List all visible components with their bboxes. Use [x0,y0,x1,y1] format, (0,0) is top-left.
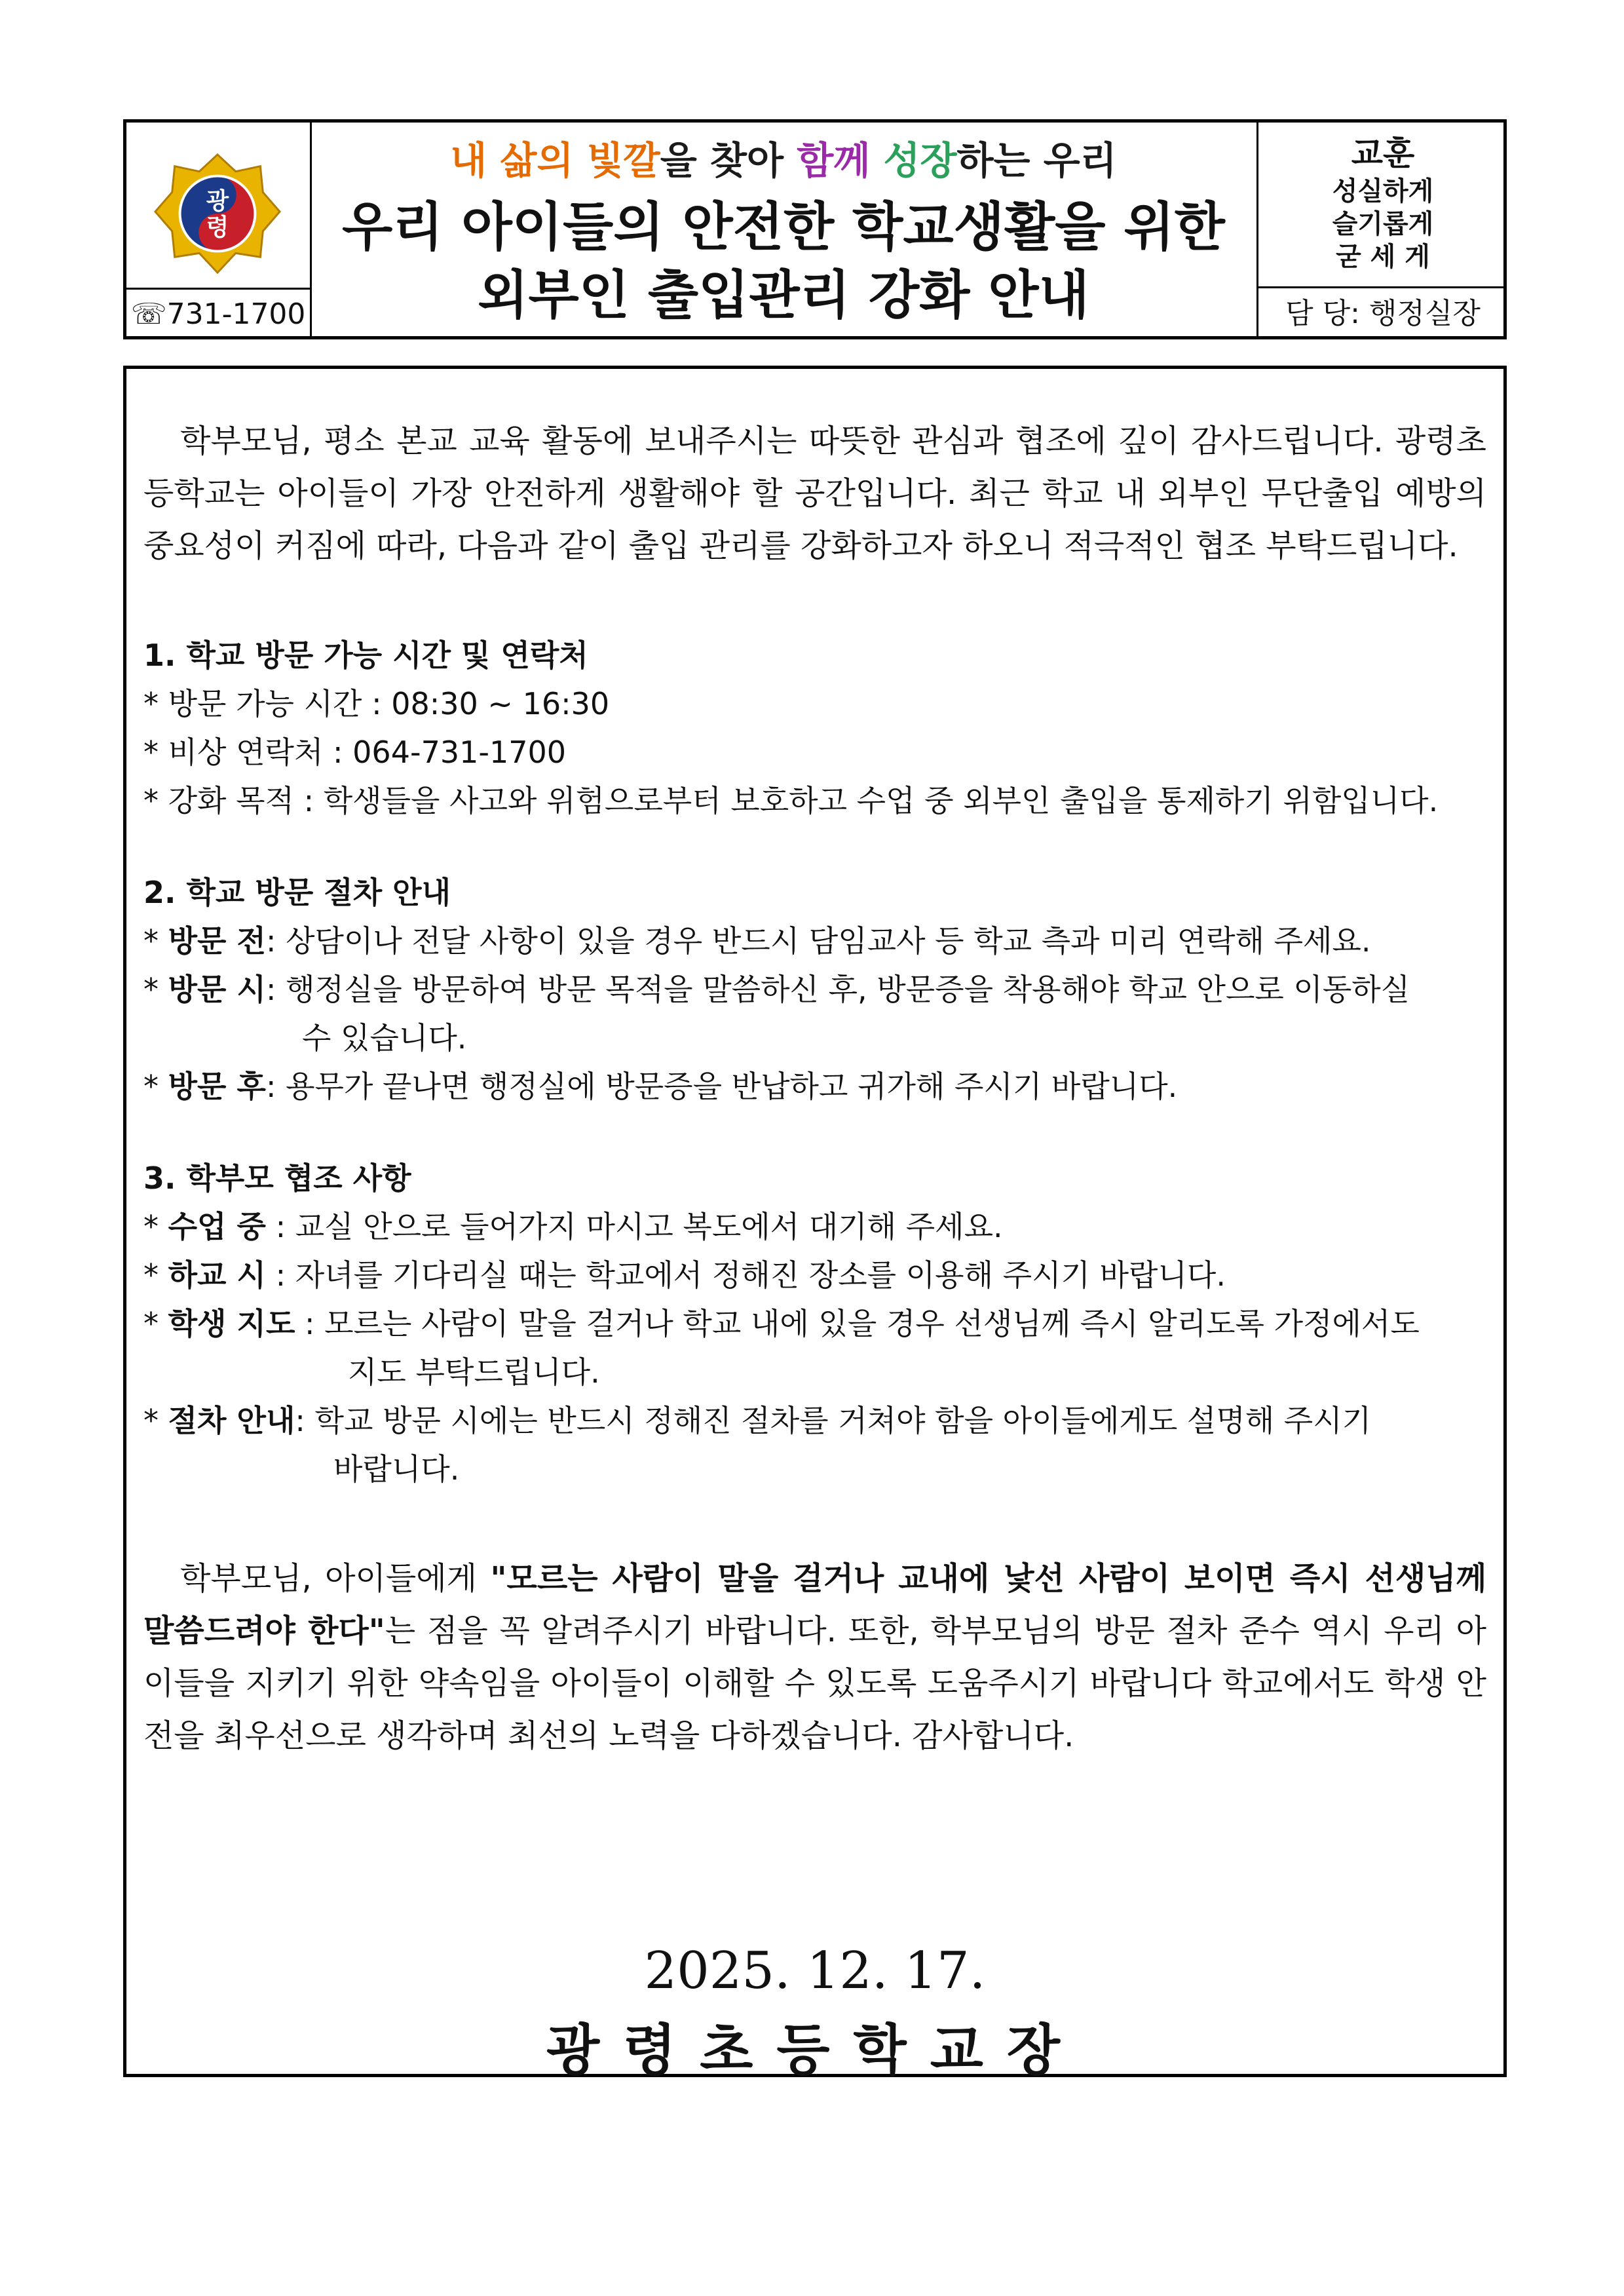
school-motto-heading: 교훈 [1351,134,1415,172]
closing-emphasis: "모르는 사람이 말을 걸거나 교내에 낯선 사람이 보이면 즉시 선생님께 말씀드려야 한다" [143,1560,1486,1649]
slogan-part: 내 삶의 빛깔 [450,138,660,183]
school-motto-line: 굳 세 게 [1336,242,1430,272]
title-line: 우리 아이들의 안전한 학교생활을 위한 [342,197,1225,258]
item-text: : 교실 안으로 들어가지 마시고 복도에서 대기해 주세요. [265,1209,1003,1244]
list-item: * 절차 안내: 학교 방문 시에는 반드시 정해진 절차를 거쳐야 함을 아이들에게도 설명해 주시기 바랍니다. [143,1396,1486,1493]
list-item: * 비상 연락처 : 064-731-1700 [143,735,567,770]
closing-paragraph [143,1552,1486,1762]
item-continuation: 지도 부탁드립니다. [348,1354,600,1390]
item-text: : 용무가 끝나면 행정실에 방문증을 반납하고 귀가해 주시기 바랍니다. [265,1069,1178,1104]
item-label: 방문 전 [168,923,266,959]
slogan-part: 함께 [797,138,871,183]
slogan-part: 을 찾아 [660,138,797,183]
item-label: 방문 후 [168,1069,266,1104]
list-item: * 하교 시 : 자녀를 기다리실 때는 학교에서 정해진 장소를 이용해 주시기 바랍니다. [143,1257,1226,1293]
divider [1256,286,1505,288]
item-text: : 모르는 사람이 말을 걸거나 학교 내에 있을 경우 선생님께 즉시 알리도록 가정에서도 [295,1306,1420,1341]
vision-slogan [312,134,1255,187]
divider [126,288,310,290]
section-heading: 2. 학교 방문 절차 안내 [143,875,451,910]
intro-paragraph: 학부모님, 평소 본교 교육 활동에 보내주시는 따뜻한 관심과 협조에 깊이 감사드립니다. 광령초등학교는 아이들이 가장 안전하게 생활해야 할 공간입니다. 최근 학교 내 외부인 무단출입 예방의 중요성이 커짐에 따라, 다음과 같이 출입 관리를 강화하고자 하오니 적극적인 협조 부탁드립니다. [143,423,1486,564]
item-continuation: 수 있습니다. [302,1020,467,1056]
school-phone: ☏731-1700 [130,297,306,331]
section-heading: 1. 학교 방문 가능 시간 및 연락처 [143,638,588,673]
item-continuation: 바랍니다. [333,1451,460,1487]
notice-body [123,366,1507,2082]
title-line: 외부인 출입관리 강화 안내 [478,265,1089,326]
section-heading: 3. 학부모 협조 사항 [143,1160,411,1196]
closing-text: 는 점을 꼭 알려주시기 바랍니다. 또한, 학부모님의 방문 절차 준수 역시 우리 아이들을 지키기 위한 약속임을 아이들이 이해할 수 있도록 도움주시기 바랍니다 학교에서도 학생 안전을 최우선으로 생각하며 최선의 노력을 다하겠습니다. 감사합니다. [143,1613,1486,1754]
logo-text-bottom: 령 [206,214,229,241]
logo-text-top: 광 [206,188,229,216]
manager-label: 담 당: 행정실장 [1285,297,1481,330]
school-motto-line: 슬기롭게 [1332,209,1434,239]
issue-date: 2025. 12. 17. [644,1942,986,2000]
item-text: : 자녀를 기다리실 때는 학교에서 정해진 장소를 이용해 주시기 바랍니다. [265,1257,1226,1293]
item-label: 학생 지도 [168,1306,295,1341]
principal-signature: 광령초등학교장 [546,2018,1084,2082]
list-item: * 방문 시: 행정실을 방문하여 방문 목적을 말씀하신 후, 방문증을 착용해야 학교 안으로 이동하실 수 있습니다. [143,965,1486,1062]
school-motto-line: 성실하게 [1332,176,1434,206]
item-text: : 학교 방문 시에는 반드시 정해진 절차를 거쳐야 함을 아이들에게도 설명해 주시기 [295,1403,1372,1438]
item-text: : 상담이나 전달 사항이 있을 경우 반드시 담임교사 등 학교 측과 미리 연락해 주세요. [265,923,1371,959]
closing-text: 학부모님, 아이들에게 [180,1560,491,1597]
list-item: * 방문 전: 상담이나 전달 사항이 있을 경우 반드시 담임교사 등 학교 측과 미리 연락해 주세요. [143,923,1371,959]
list-item: * 강화 목적 : 학생들을 사고와 위험으로부터 보호하고 수업 중 외부인 출입을 통제하기 위함입니다. [143,783,1439,818]
slogan-part [870,138,883,183]
slogan-part: 하는 우리 [956,138,1117,183]
school-motto [1258,132,1507,273]
item-label: 방문 시 [168,972,266,1007]
logo-cell [126,123,310,286]
list-item: * 수업 중 : 교실 안으로 들어가지 마시고 복도에서 대기해 주세요. [143,1209,1003,1244]
item-text: : 행정실을 방문하여 방문 목적을 말씀하신 후, 방문증을 착용해야 학교 안으로 이동하실 [265,972,1410,1007]
list-item: * 방문 가능 시간 : 08:30 ~ 16:30 [143,686,610,721]
slogan-part: 성장 [883,138,957,183]
list-item: * 방문 후: 용무가 끝나면 행정실에 방문증을 반납하고 귀가해 주시기 바랍니다. [143,1069,1178,1104]
list-item: * 학생 지도 : 모르는 사람이 말을 걸거나 학교 내에 있을 경우 선생님께 즉시 알리도록 가정에서도 지도 부탁드립니다. [143,1299,1486,1396]
item-label: 하교 시 [168,1257,266,1293]
item-label: 수업 중 [168,1209,266,1244]
item-label: 절차 안내 [168,1403,295,1438]
header-table [123,119,1507,339]
school-logo [153,151,282,276]
document-title [312,193,1255,330]
